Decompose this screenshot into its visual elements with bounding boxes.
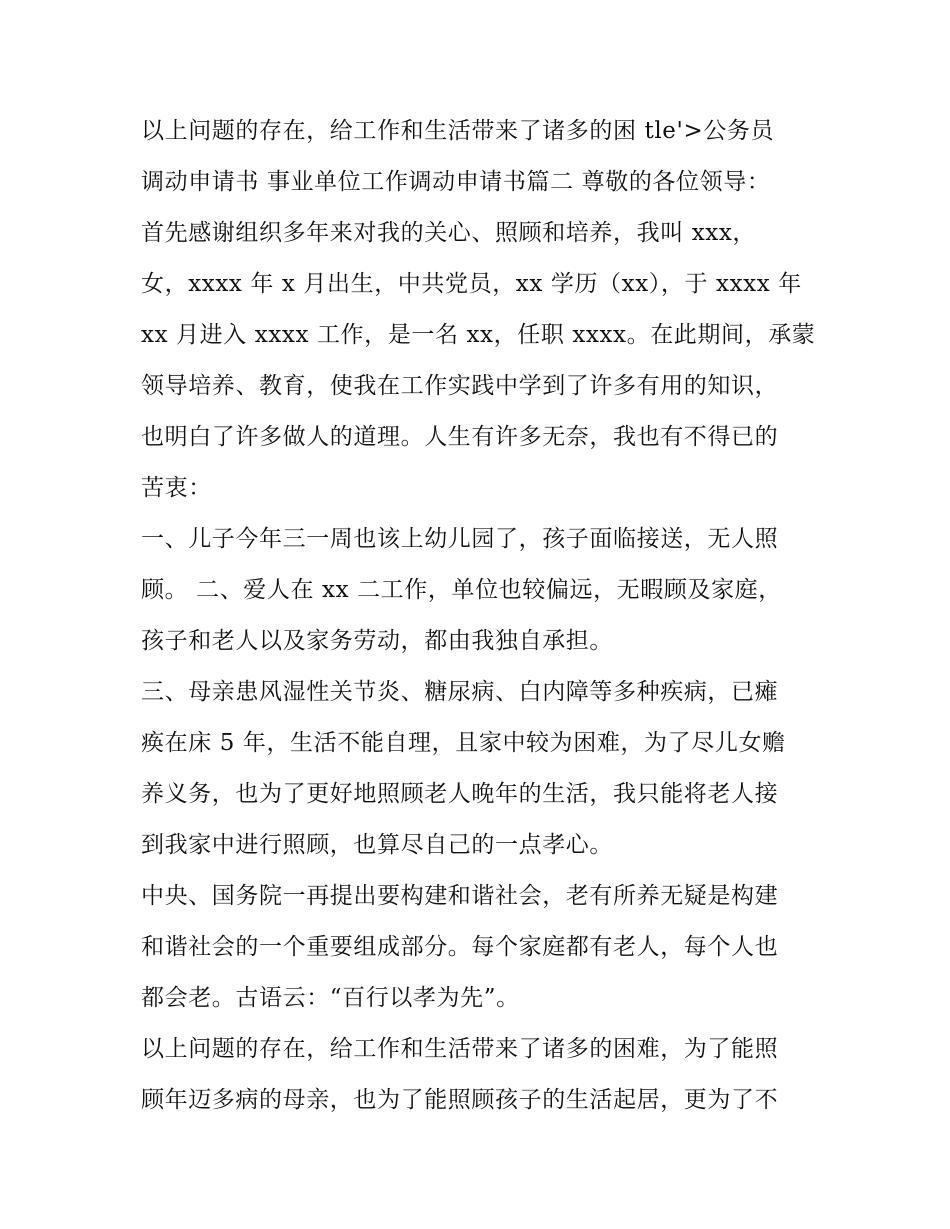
text-line: 到我家中进行照顾，也算尽自己的一点孝心。 <box>141 832 613 858</box>
text-line: 中央、国务院一再提出要构建和谐社会，老有所养无疑是构建 <box>141 883 779 909</box>
text-line: 也明白了许多做人的道理。人生有许多无奈，我也有不得已的 <box>141 424 779 450</box>
text-line: 苦衷： <box>141 475 212 501</box>
text-line: 以上问题的存在，给工作和生活带来了诸多的困 tle'>公务员 <box>141 118 775 144</box>
paragraph-1 <box>141 106 816 514</box>
text-line: 孩子和老人以及家务劳动，都由我独自承担。 <box>141 628 613 654</box>
text-line: 领导培养、教育，使我在工作实践中学到了许多有用的知识， <box>141 373 779 399</box>
text-line: 调动申请书 事业单位工作调动申请书篇二 尊敬的各位领导： <box>141 169 771 195</box>
paragraph-5 <box>141 1024 816 1126</box>
paragraph-2 <box>141 514 816 667</box>
paragraph-4 <box>141 871 816 1024</box>
text-line: 女，xxxx 年 x 月出生，中共党员，xx 学历（xx），于 xxxx 年 <box>141 271 802 297</box>
text-line: 顾。 二、爱人在 xx 二工作，单位也较偏远，无暇顾及家庭， <box>141 577 782 603</box>
text-line: 三、母亲患风湿性关节炎、糖尿病、白内障等多种疾病，已瘫 <box>141 679 779 705</box>
text-line: 都会老。古语云：“百行以孝为先”。 <box>141 985 520 1011</box>
text-line: 顾年迈多病的母亲，也为了能照顾孩子的生活起居，更为了不 <box>141 1087 779 1113</box>
text-line: 以上问题的存在，给工作和生活带来了诸多的困难，为了能照 <box>141 1036 779 1062</box>
text-line: 首先感谢组织多年来对我的关心、照顾和培养，我叫 xxx， <box>141 220 757 246</box>
text-line: 一、儿子今年三一周也该上幼儿园了，孩子面临接送，无人照 <box>141 526 779 552</box>
text-line: 和谐社会的一个重要组成部分。每个家庭都有老人，每个人也 <box>141 934 779 960</box>
text-line: 痪在床 5 年，生活不能自理，且家中较为困难，为了尽儿女赡 <box>141 730 786 756</box>
paragraph-3 <box>141 667 816 871</box>
text-line: 养义务，也为了更好地照顾老人晚年的生活，我只能将老人接 <box>141 781 779 807</box>
document-body <box>141 106 816 1126</box>
text-line: xx 月进入 xxxx 工作，是一名 xx，任职 xxxx。在此期间，承蒙 <box>141 322 816 348</box>
